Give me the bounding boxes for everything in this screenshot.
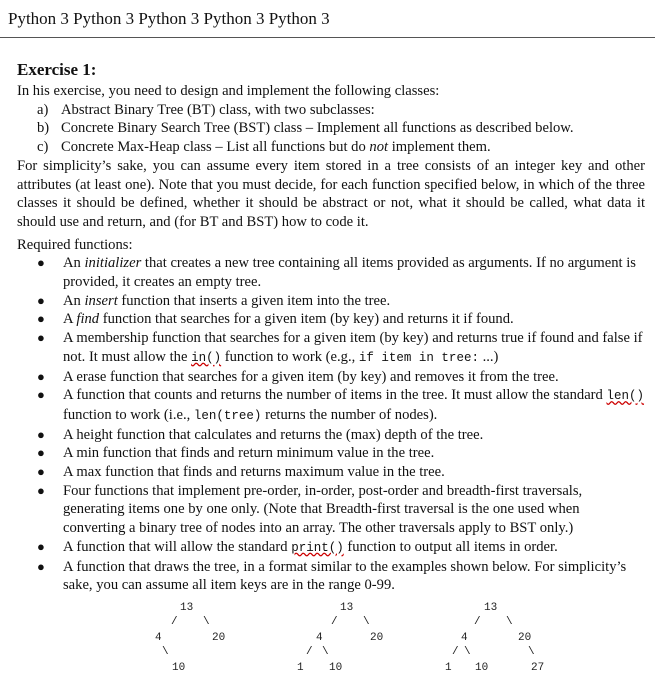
- function-item: ● An insert function that inserts a given item into the tree.: [37, 292, 391, 309]
- node-right: 20: [370, 632, 384, 644]
- function-item: ● A max function that finds and returns maximum value in the tree.: [37, 464, 445, 481]
- svg-text:\: \: [203, 616, 210, 628]
- function-item: ● A height function that calculates and returns the (max) depth of the tree.: [37, 426, 484, 443]
- node-right: 20: [518, 632, 532, 644]
- node-left-right: 10: [172, 662, 186, 674]
- node-left-right: 10: [329, 662, 343, 674]
- node-left-right: 10: [475, 662, 489, 674]
- function-item: ● A function that will allow the standard print() function to output all items in order.: [37, 538, 558, 555]
- function-item: ● Four functions that implement pre-order, in-order, post-order and breadth-first traversals, generating items one by one only. (Note that Breadth-first traversal is the one used when converting a binary tree of nodes into an array. The other traversals apply to BST only.): [37, 482, 583, 537]
- function-item: ● A find function that searches for a given item (by key) and returns it if found.: [37, 311, 514, 328]
- svg-text:/: /: [331, 616, 338, 628]
- svg-text:/: /: [474, 616, 481, 628]
- tree-example-1: [155, 602, 225, 674]
- function-item: ● A function that counts and returns the number of items in the tree. It must allow the standard len() function to work (i.e., len(tree) returns the number of nodes).: [37, 387, 645, 423]
- function-item: ● A membership function that searches for a given item (by key) and returns true if found and false if not. It must allow the in() function to work (e.g., if item in tree: ...): [37, 330, 643, 365]
- node-root: 13: [340, 602, 354, 614]
- node-left: 4: [461, 632, 468, 644]
- function-item: ● A erase function that searches for a given item (by key) and removes it from the tree.: [37, 368, 559, 385]
- node-root: 13: [484, 602, 498, 614]
- tree-examples: [0, 596, 655, 700]
- tree-example-3: [445, 602, 544, 674]
- header-bar: [0, 0, 655, 38]
- function-item: ● A function that draws the tree, in a format similar to the examples shown below. For simplicity’s sake, you can assume all item keys are in the range 0-99.: [37, 558, 627, 594]
- tree-example-2: [297, 602, 383, 674]
- exercise-intro: In his exercise, you need to design and implement the following classes:: [17, 83, 440, 99]
- simplicity-paragraph: For simplicity’s sake, you can assume every item stored in a tree consists of an integer key and other attributes (at least one). Note that you must decide, for each function specified below, in which of the three classes it should be defined, whether it should be abstract or not, what it should be called, what data it should use and return, and (for BT and BST) how to code it.: [17, 157, 645, 230]
- header-text: Python 3 Python 3 Python 3 Python 3 Python 3: [8, 9, 330, 28]
- function-item: ● A min function that finds and return minimum value in the tree.: [37, 445, 435, 462]
- function-list: [17, 254, 645, 595]
- exercise-content: [17, 60, 645, 595]
- node-left-left: 1: [297, 662, 304, 674]
- class-item: b) Concrete Binary Search Tree (BST) class – Implement all functions as described below.: [37, 120, 574, 137]
- node-left-left: 1: [445, 662, 452, 674]
- svg-text:\: \: [162, 646, 169, 658]
- svg-text:/: /: [171, 616, 178, 628]
- svg-text:\: \: [528, 646, 535, 658]
- svg-text:\: \: [363, 616, 370, 628]
- node-left: 4: [316, 632, 323, 644]
- node-root: 13: [180, 602, 194, 614]
- svg-text:\: \: [464, 646, 471, 658]
- function-item: ● An initializer that creates a new tree containing all items provided as arguments. If no argument is provided, it creates an empty tree.: [37, 255, 636, 291]
- class-item: a) Abstract Binary Tree (BT) class, with two subclasses:: [37, 101, 375, 118]
- class-list: [17, 101, 645, 157]
- node-left: 4: [155, 632, 162, 644]
- svg-text:/: /: [452, 646, 459, 658]
- svg-text:/: /: [306, 646, 313, 658]
- svg-text:\: \: [506, 616, 513, 628]
- exercise-title: Exercise 1:: [17, 60, 97, 79]
- required-heading: Required functions:: [17, 236, 133, 253]
- node-right-right: 27: [531, 662, 545, 674]
- svg-text:\: \: [322, 646, 329, 658]
- node-right: 20: [212, 632, 226, 644]
- class-item: c) Concrete Max-Heap class – List all functions but do not implement them.: [37, 139, 491, 156]
